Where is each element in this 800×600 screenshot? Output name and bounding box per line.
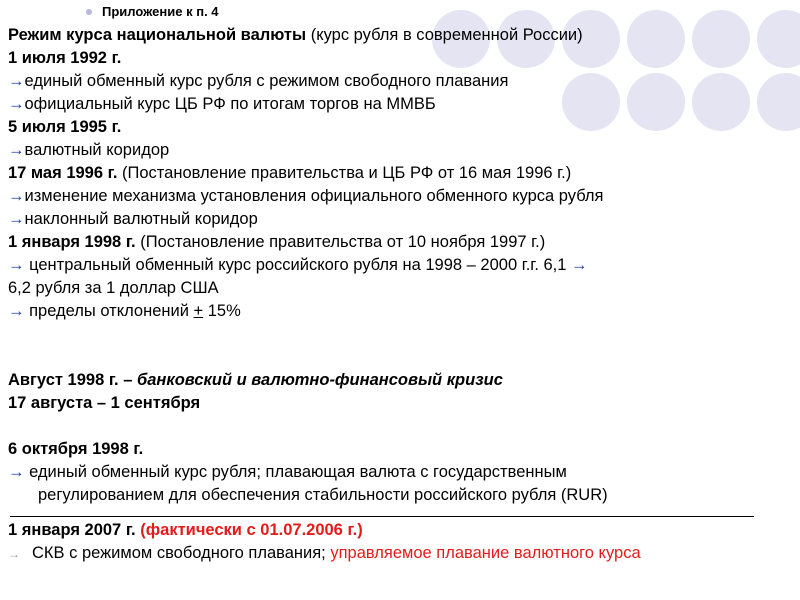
date-2007: 1 января 2007 г. [8,521,136,539]
item-text-continued: 6,2 рубля за 1 доллар США [8,279,219,297]
date-note: (Постановление правительства и ЦБ РФ от 16 мая 1996 г.) [117,164,572,182]
date-1996-line [8,162,788,185]
arrow-icon: → [8,256,25,274]
date-1998-line [8,231,788,254]
item-text: центральный обменный курс российского рубля на 1998 – 2000 г.г. 6,1 [24,256,572,274]
item-line [8,300,788,323]
document-body [8,24,788,566]
item-text: 15% [203,302,241,320]
item-line [8,461,788,484]
item-text: единый обменный курс рубля с режимом свободного плавания [24,72,509,90]
title-rest: (курс рубля в современной России) [306,26,583,44]
item-text: валютный коридор [24,141,170,159]
arrow-icon: → [8,95,25,113]
date-note: (Постановление правительства от 10 ноября 1997 г.) [135,233,546,251]
spacer [8,415,788,438]
crisis-title: банковский и валютно-финансовый кризис [136,371,503,389]
item-line [8,70,788,93]
title-bold: Режим курса национальной валюты [8,26,307,44]
item-line [8,93,788,116]
appendix-header [86,4,219,19]
date-actual-note: (фактически с 01.07.2006 г.) [135,521,363,539]
item-text: СКВ с режимом свободного плавания; [32,544,331,562]
arrow-icon: → [571,256,588,274]
arrow-icon: → [8,547,20,561]
crisis-date: Август 1998 г. – [8,371,137,389]
date-1992: 1 июля 1992 г. [8,49,122,67]
arrow-icon: → [8,302,25,320]
item-line [8,208,788,231]
spacer [8,323,788,369]
item-line [8,185,788,208]
item-line [8,254,788,277]
title-line [8,24,788,47]
item-text: наклонный валютный коридор [24,210,258,228]
arrow-icon: → [8,141,25,159]
arrow-icon: → [8,187,25,205]
arrow-icon: → [8,72,25,90]
divider-line [10,516,754,517]
item-line [8,139,788,162]
item-line [8,542,788,566]
appendix-label: Приложение к п. 4 [102,4,219,19]
plus-minus-sign: + [193,302,204,320]
crisis-line [8,369,788,392]
item-text: единый обменный курс рубля; плавающая валюта с государственным [24,463,567,481]
arrow-icon: → [8,210,25,228]
date-2007-line [8,519,788,542]
item-text: официальный курс ЦБ РФ по итогам торгов на ММВБ [24,95,436,113]
item-text-red: управляемое плавание валютного курса [330,544,641,562]
bullet-icon [86,9,92,15]
date-1996: 17 мая 1996 г. [8,164,118,182]
item-text-continued: регулированием для обеспечения стабильности российского рубля (RUR) [38,486,608,504]
date-1998: 1 января 1998 г. [8,233,136,251]
date-oct-1998: 6 октября 1998 г. [8,440,144,458]
crisis-period: 17 августа – 1 сентября [8,394,201,412]
item-text: изменение механизма установления официального обменного курса рубля [24,187,604,205]
date-1995: 5 июля 1995 г. [8,118,122,136]
item-text: пределы отклонений [24,302,194,320]
arrow-icon: → [8,463,25,481]
